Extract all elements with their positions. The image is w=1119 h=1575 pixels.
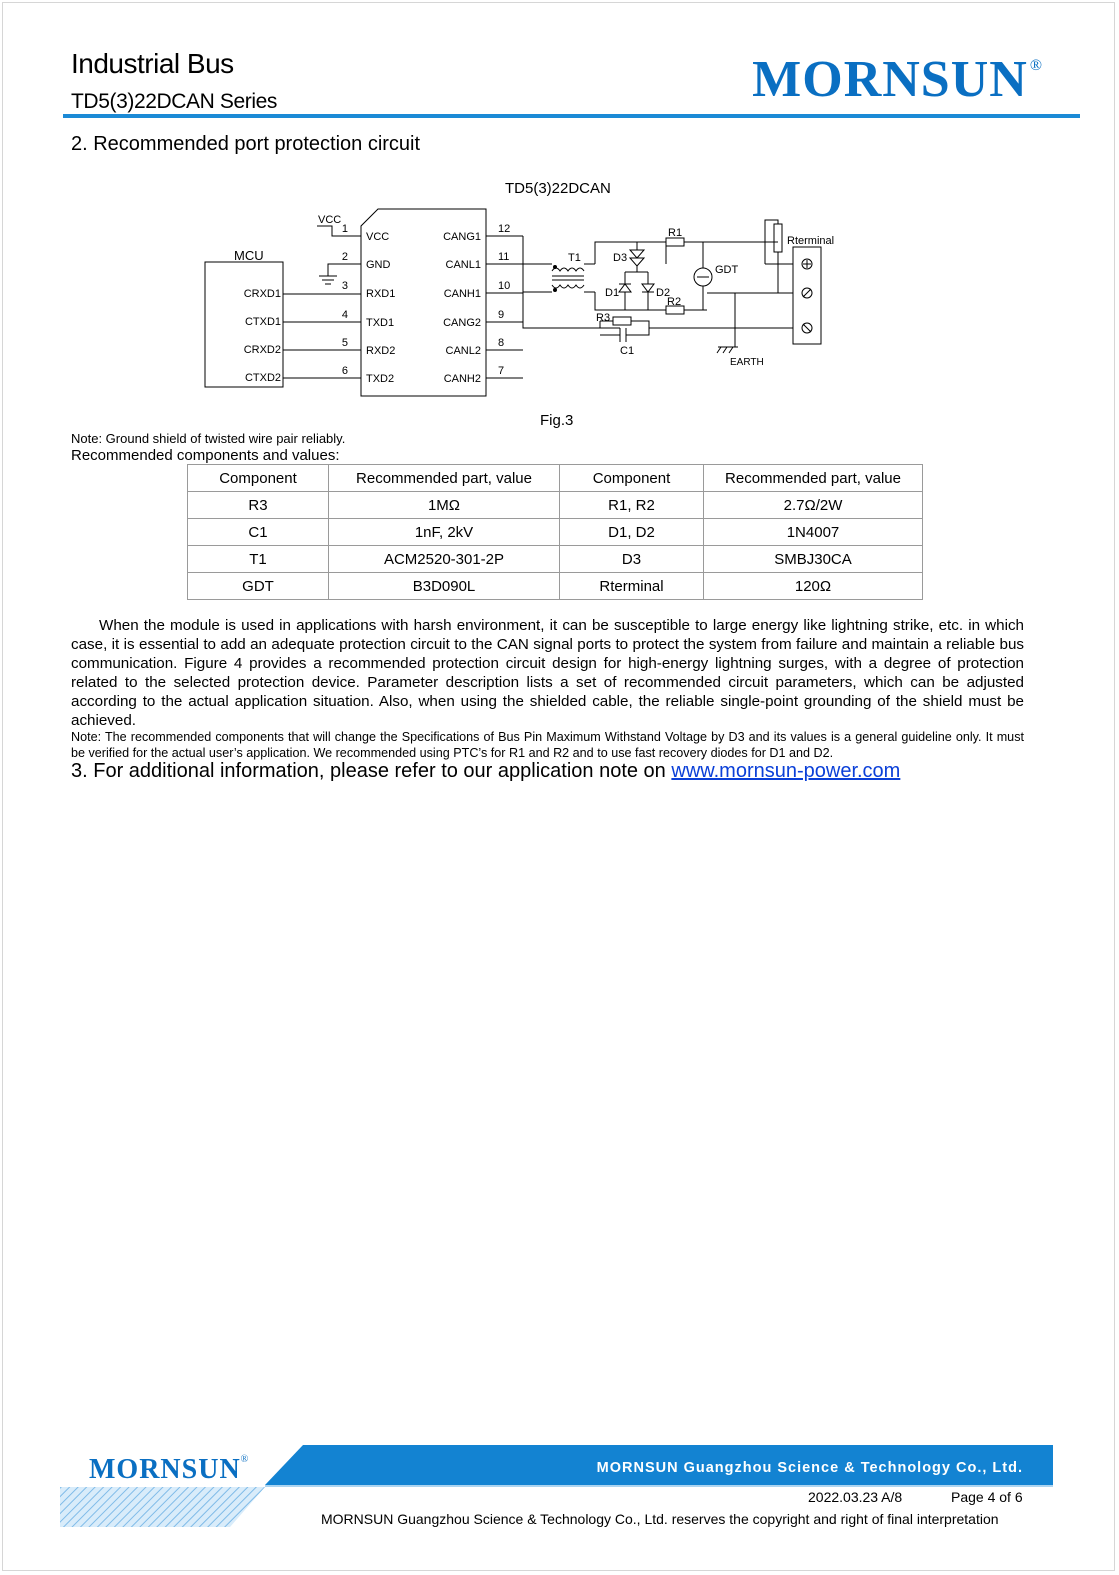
figure-caption: Fig.3 bbox=[540, 412, 574, 429]
header-series: TD5(3)22DCAN Series bbox=[71, 90, 277, 113]
table-cell: SMBJ30CA bbox=[704, 546, 923, 573]
left-pin-number: 3 bbox=[341, 280, 348, 292]
mcu-pin-label: CRXD1 bbox=[243, 288, 281, 300]
r2-wire bbox=[684, 293, 778, 310]
vcc-supply-label: VCC bbox=[318, 214, 342, 226]
footer-date: 2022.03.23 A/8 bbox=[808, 1489, 903, 1505]
registered-mark: ® bbox=[1029, 57, 1043, 74]
left-pin-number: 1 bbox=[341, 223, 348, 235]
left-pin-name: GND bbox=[366, 259, 391, 271]
left-pin-name: RXD2 bbox=[366, 345, 396, 357]
table-cell: ACM2520-301-2P bbox=[329, 546, 560, 573]
mcu-pin-label: CRXD2 bbox=[243, 344, 281, 356]
table-cell: R1, R2 bbox=[560, 492, 704, 519]
mcu-pin-labels bbox=[244, 288, 281, 384]
left-pin-number: 2 bbox=[341, 251, 348, 263]
earth-wire bbox=[718, 293, 738, 347]
right-pin-number: 7 bbox=[498, 365, 505, 377]
table-row bbox=[188, 492, 923, 519]
table-cell: D3 bbox=[560, 546, 704, 573]
earth-symbol bbox=[717, 347, 733, 353]
header-rule bbox=[63, 114, 1080, 118]
footer-registered-mark: ® bbox=[240, 1454, 250, 1465]
left-pin-name: TXD2 bbox=[366, 373, 395, 385]
c1-capacitor bbox=[620, 328, 626, 342]
rterminal-label: Rterminal bbox=[787, 235, 835, 247]
header-title: Industrial Bus bbox=[71, 48, 234, 79]
terminal-screws bbox=[802, 259, 812, 333]
paragraph-text: When the module is used in applications with harsh environment, it can be susceptible to large energy like lightning strike, etc. in which case, it is essential to add an adequate protection circuit to the CAN signal ports to protect the system from failure and maintain a reliable bus communication. Figure 4 provides a recommended protection circuit design for high-energy lightning surges, with a degree of protection related to the selected protection device. Parameter description lists a set of recommended circuit parameters, which can be adjusted according to the actual application situation. Also, when using the shielded cable, the reliable single-point grounding of the shield must be achieved. bbox=[71, 617, 1024, 729]
ground-note: Note: Ground shield of twisted wire pair reliably. bbox=[71, 431, 346, 446]
table-header: Component bbox=[188, 465, 329, 492]
rterminal-wires bbox=[735, 220, 793, 328]
table-row bbox=[188, 573, 923, 600]
vcc-wire bbox=[317, 226, 361, 236]
mornsun-logo bbox=[752, 51, 1043, 108]
r2-label: R2 bbox=[667, 296, 682, 308]
right-pin-name: CANL2 bbox=[445, 345, 481, 357]
left-pin-name: VCC bbox=[366, 231, 390, 243]
r3-resistor bbox=[613, 317, 631, 325]
mcu-label: MCU bbox=[234, 248, 264, 263]
right-pin-name: CANH1 bbox=[443, 288, 481, 300]
footer-stripe-band bbox=[60, 1487, 265, 1527]
r1-label: R1 bbox=[668, 227, 683, 239]
d3-tvs bbox=[630, 242, 644, 272]
table-row bbox=[188, 546, 923, 573]
mcu-pin-label: CTXD1 bbox=[244, 316, 281, 328]
chip-title: TD5(3)22DCAN bbox=[505, 180, 611, 197]
mornsun-website-link[interactable]: www.mornsun-power.com bbox=[671, 760, 901, 782]
r1-resistor bbox=[666, 238, 684, 246]
left-pin-number: 6 bbox=[341, 365, 348, 377]
table-header: Component bbox=[560, 465, 704, 492]
footer-copyright: MORNSUN Guangzhou Science & Technology Co., Ltd. reserves the copyright and right of final interpretation bbox=[321, 1511, 999, 1527]
rterminal-resistor bbox=[774, 224, 782, 252]
table-header-row bbox=[188, 465, 923, 492]
c1-label: C1 bbox=[620, 345, 635, 357]
d2-diode bbox=[642, 272, 654, 310]
footer-company: MORNSUN Guangzhou Science & Technology Co., Ltd. bbox=[596, 1460, 1023, 1476]
table-cell: T1 bbox=[188, 546, 329, 573]
footer-page-number: Page 4 of 6 bbox=[951, 1489, 1023, 1505]
footer-logo-text: MORNSUN bbox=[89, 1454, 241, 1485]
t1-label: T1 bbox=[568, 252, 581, 264]
left-pin-name: TXD1 bbox=[366, 317, 395, 329]
table-header: Recommended part, value bbox=[329, 465, 560, 492]
table-cell: 1N4007 bbox=[704, 519, 923, 546]
section-2-heading: 2. Recommended port protection circuit bbox=[71, 133, 421, 155]
right-pin-name: CANG2 bbox=[443, 317, 481, 329]
mcu-pin-wires bbox=[283, 294, 361, 378]
body-paragraph bbox=[71, 616, 1024, 730]
d2-label: D2 bbox=[656, 287, 671, 299]
gdt-label: GDT bbox=[715, 264, 739, 276]
chip-right-pins bbox=[443, 223, 510, 385]
left-pin-number: 4 bbox=[341, 309, 348, 321]
right-pin-number: 12 bbox=[498, 223, 511, 235]
table-row bbox=[188, 519, 923, 546]
recommendation-note: Note: The recommended components that will change the Specifications of Bus Pin Maximum Withstand Voltage by D3 and its values is a general guideline only. It must be verified for the actual user’s application. We recommended using PTC’s for R1 and R2 and to use fast recovery diodes for D1 and D2. bbox=[71, 730, 1024, 760]
section-3-heading bbox=[71, 760, 900, 783]
right-pin-number: 11 bbox=[498, 251, 510, 263]
right-pin-number: 8 bbox=[498, 337, 505, 349]
earth-label: EARTH bbox=[730, 357, 764, 368]
d3-label: D3 bbox=[613, 252, 628, 264]
components-heading: Recommended components and values: bbox=[71, 447, 340, 464]
section-3-text: 3. For additional information, please refer to our application note on bbox=[71, 760, 672, 782]
table-cell: 2.7Ω/2W bbox=[704, 492, 923, 519]
canl-line bbox=[595, 242, 666, 264]
table-cell: GDT bbox=[188, 573, 329, 600]
table-cell: C1 bbox=[188, 519, 329, 546]
logo-text: MORNSUN bbox=[752, 51, 1028, 108]
left-pin-number: 5 bbox=[341, 337, 348, 349]
gnd-wire bbox=[328, 264, 361, 276]
table-cell: 1MΩ bbox=[329, 492, 560, 519]
r3-label: R3 bbox=[596, 312, 611, 324]
right-pin-name: CANG1 bbox=[443, 231, 481, 243]
table-cell: R3 bbox=[188, 492, 329, 519]
table-cell: D1, D2 bbox=[560, 519, 704, 546]
right-pin-name: CANL1 bbox=[445, 259, 481, 271]
d1-diode bbox=[619, 272, 631, 310]
right-pin-number: 9 bbox=[498, 309, 505, 321]
chip-left-pins bbox=[342, 223, 395, 385]
components-table bbox=[187, 464, 923, 600]
mcu-pin-label: CTXD2 bbox=[244, 372, 281, 384]
table-cell: 1nF, 2kV bbox=[329, 519, 560, 546]
table-header: Recommended part, value bbox=[704, 465, 923, 492]
right-pin-name: CANH2 bbox=[443, 373, 481, 385]
table-cell: B3D090L bbox=[329, 573, 560, 600]
footer-logo bbox=[89, 1454, 249, 1486]
left-pin-name: RXD1 bbox=[366, 288, 396, 300]
table-cell: 120Ω bbox=[704, 573, 923, 600]
d1-label: D1 bbox=[605, 287, 620, 299]
right-pin-number: 10 bbox=[498, 280, 511, 292]
t1-choke bbox=[523, 264, 595, 292]
protection-circuit-diagram bbox=[195, 172, 845, 432]
ground-symbol bbox=[319, 276, 337, 284]
table-cell: Rterminal bbox=[560, 573, 704, 600]
